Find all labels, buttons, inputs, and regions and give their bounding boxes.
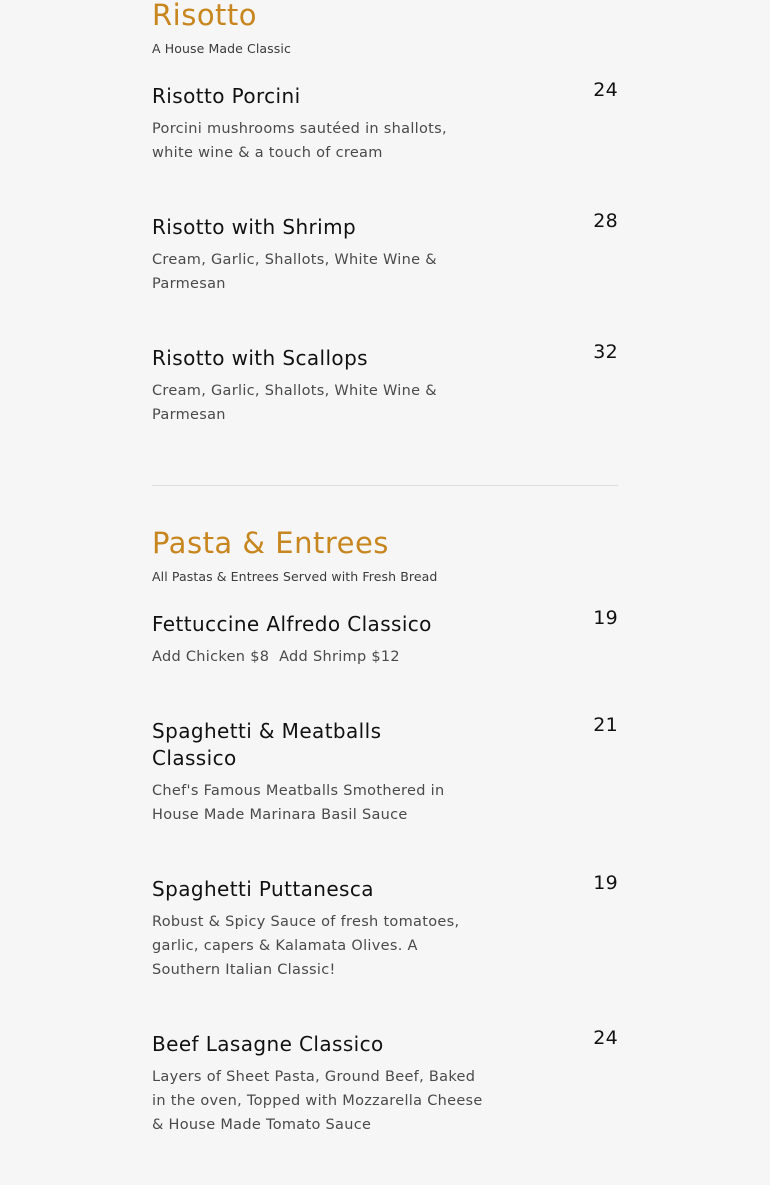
section-divider: [152, 485, 618, 486]
item-price: 19: [593, 872, 618, 894]
section-title-pasta-entrees: Pasta & Entrees: [152, 526, 389, 560]
menu-item-spaghetti-meatballs: [152, 714, 618, 827]
item-description: Layers of Sheet Pasta, Ground Beef, Baked in the oven, Topped with Mozzarella Cheese & House Made Tomato Sauce: [152, 1069, 483, 1133]
menu-item-beef-lasagne: [152, 1027, 618, 1137]
section-title-risotto: Risotto: [152, 0, 258, 32]
menu-item-risotto-porcini: [152, 79, 618, 165]
item-name: Beef Lasagne Classico: [152, 1032, 384, 1056]
item-description: Cream, Garlic, Shallots, White Wine & Parmesan: [152, 383, 437, 423]
item-price: 21: [593, 714, 618, 736]
item-description: Chef's Famous Meatballs Smothered in House Made Marinara Basil Sauce: [152, 783, 445, 823]
item-price: 32: [593, 341, 618, 363]
item-description: Robust & Spicy Sauce of fresh tomatoes, garlic, capers & Kalamata Olives. A Southern Italian Classic!: [152, 914, 460, 978]
item-description: Cream, Garlic, Shallots, White Wine & Parmesan: [152, 252, 437, 292]
menu-item-spaghetti-puttanesca: [152, 872, 618, 982]
item-name: Spaghetti Puttanesca: [152, 877, 374, 901]
menu-item-risotto-shrimp: [152, 210, 618, 296]
item-price: 24: [593, 79, 618, 101]
section-subtitle-risotto: A House Made Classic: [152, 41, 291, 56]
item-description: Porcini mushrooms sautéed in shallots, white wine & a touch of cream: [152, 121, 447, 161]
section-subtitle-pasta-entrees: All Pastas & Entrees Served with Fresh Bread: [152, 569, 438, 584]
menu-item-risotto-scallops: [152, 341, 618, 427]
item-price: 19: [593, 607, 618, 629]
item-name: Risotto Porcini: [152, 84, 301, 108]
item-name: Risotto with Shrimp: [152, 215, 357, 239]
item-description: Add Chicken $8 Add Shrimp $12: [152, 649, 400, 665]
menu-item-fettuccine-alfredo: [152, 607, 618, 669]
item-price: 24: [593, 1027, 618, 1049]
item-price: 28: [593, 210, 618, 232]
item-name: Fettuccine Alfredo Classico: [152, 612, 432, 636]
item-name: Risotto with Scallops: [152, 346, 368, 370]
item-name: Spaghetti & Meatballs Classico: [152, 719, 382, 770]
